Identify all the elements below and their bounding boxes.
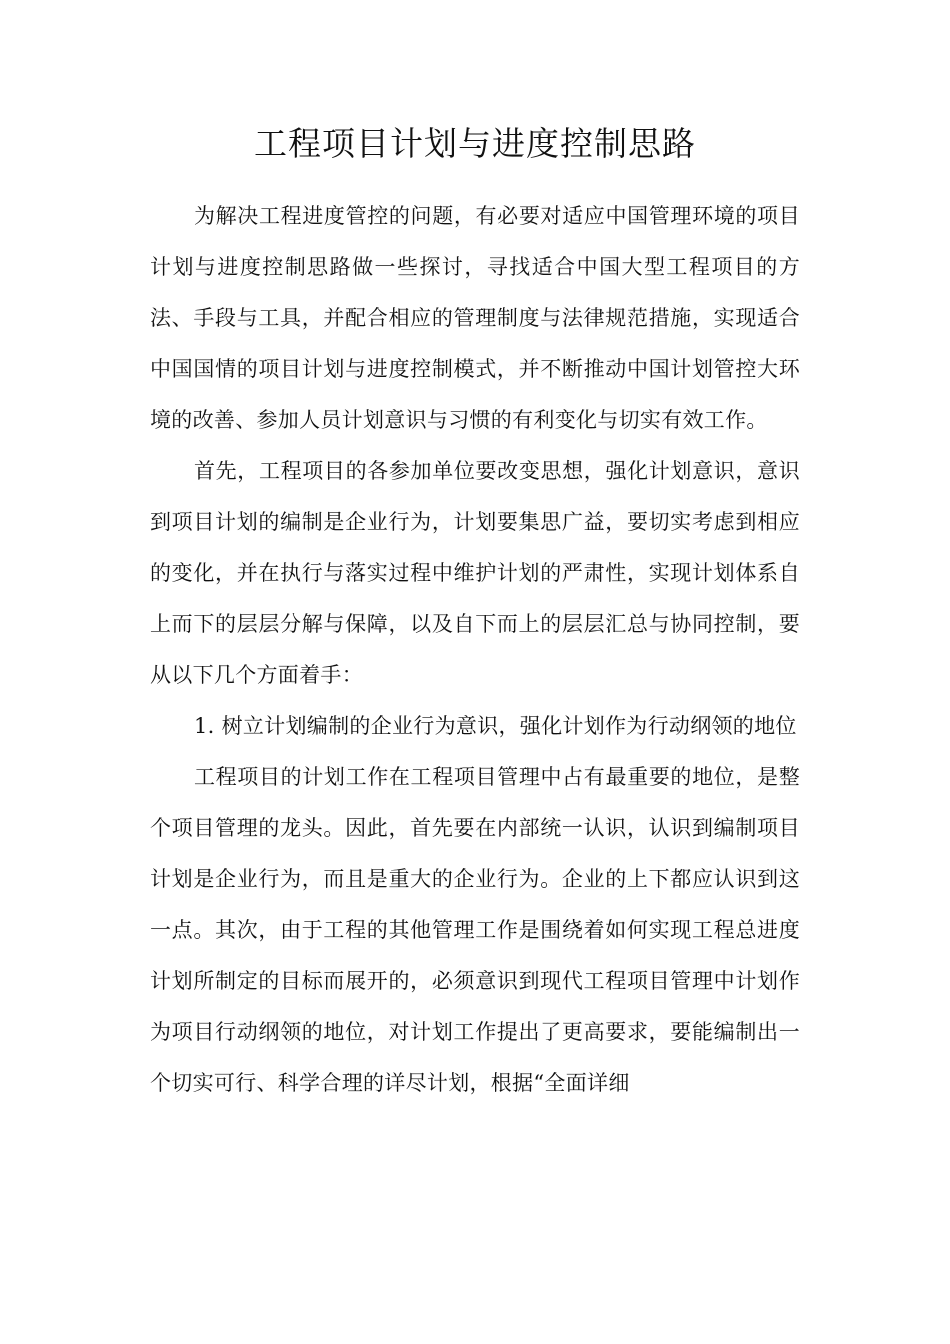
document-body <box>150 191 800 1109</box>
paragraph-intro: 为解决工程进度管控的问题，有必要对适应中国管理环境的项目计划与进度控制思路做一些探讨，寻找适合中国大型工程项目的方法、手段与工具，并配合相应的管理制度与法律规范措施，实现适合中国国情的项目计划与进度控制模式，并不断推动中国计划管控大环境的改善、参加人员计划意识与习惯的有利变化与切实有效工作。 <box>150 204 800 432</box>
section-heading-1: 1. 树立计划编制的企业行为意识，强化计划作为行动纲领的地位 <box>194 714 797 738</box>
document-title: 工程项目计划与进度控制思路 <box>254 124 696 163</box>
paragraph-first: 首先，工程项目的各参加单位要改变思想，强化计划意识，意识到项目计划的编制是企业行为，计划要集思广益，要切实考虑到相应的变化，并在执行与落实过程中维护计划的严肃性，实现计划体系自上而下的层层分解与保障，以及自下而上的层层汇总与协同控制，要从以下几个方面着手： <box>150 459 800 687</box>
paragraph-section-1: 工程项目的计划工作在工程项目管理中占有最重要的地位，是整个项目管理的龙头。因此，首先要在内部统一认识，认识到编制项目计划是企业行为，而且是重大的企业行为。企业的上下都应认识到这一点。其次，由于工程的其他管理工作是围绕着如何实现工程总进度计划所制定的目标而展开的，必须意识到现代工程项目管理中计划作为项目行动纲领的地位，对计划工作提出了更高要求，要能编制出一个切实可行、科学合理的详尽计划，根据“全面详细 <box>150 765 800 1095</box>
